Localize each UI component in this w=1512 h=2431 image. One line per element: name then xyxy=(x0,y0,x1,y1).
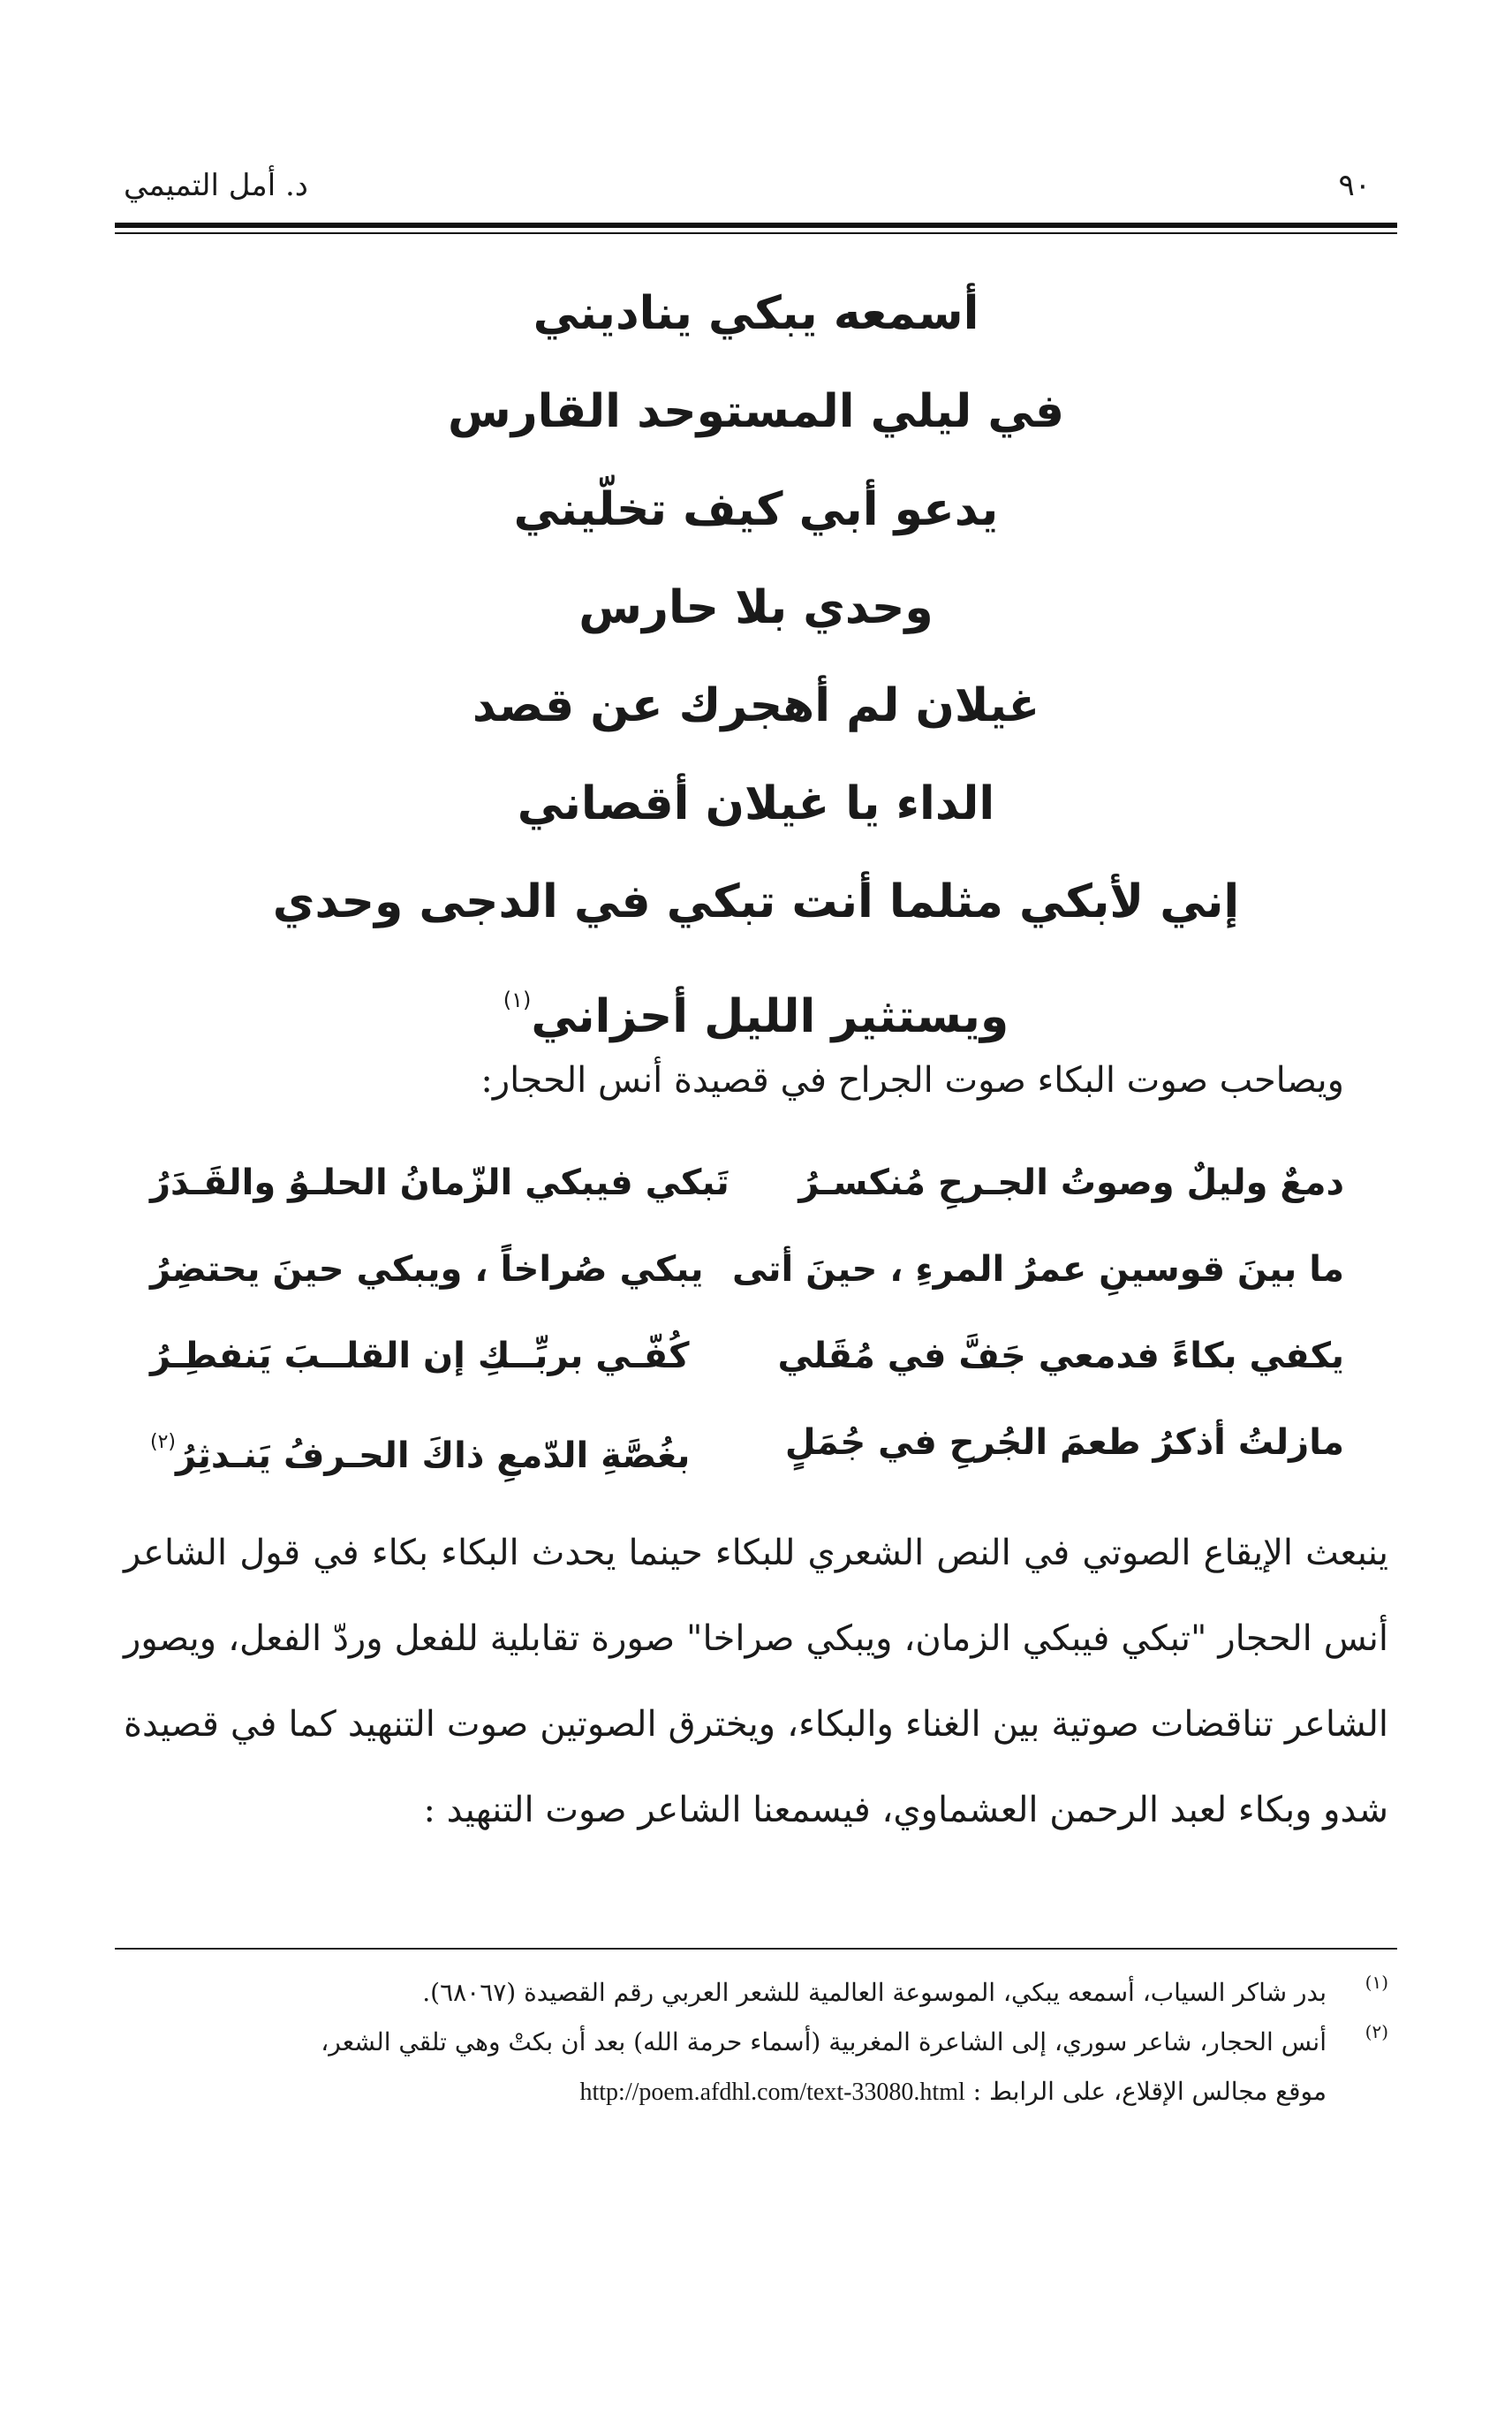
couplet-row xyxy=(132,1140,1380,1226)
running-head: د. أمل التميمي xyxy=(124,168,308,203)
header-rule-thick xyxy=(115,223,1397,228)
poem-line: يدعو أبي كيف تخلّيني xyxy=(513,483,999,536)
poem-line-text: ويستثير الليل أحزاني xyxy=(531,990,1009,1043)
poem-line-last xyxy=(115,951,1397,1049)
footnote-2 xyxy=(124,2018,1388,2117)
couplet-text: بغُصَّةِ الدّمعِ ذاكَ الحـرفُ يَنـدثِرُ xyxy=(176,1435,691,1476)
couplet-second-hemistich: كُفّـي بربِّــكِ إن القلــبَ يَنفطِـرُ xyxy=(150,1336,690,1376)
couplet-first-hemistich: يكفي بكاءً فدمعي جَفَّ في مُقَلي xyxy=(777,1336,1344,1376)
footnote-text-line2 xyxy=(124,2067,1327,2117)
footnote-text: بدر شاكر السياب، أسمعه يبكي، الموسوعة العالمية للشعر العربي رقم القصيدة (٦٨٠٦٧). xyxy=(422,1978,1327,2007)
footnote-ref-1[interactable]: (١) xyxy=(503,988,532,1012)
footnote-text: أنس الحجار، شاعر سوري، إلى الشاعرة المغربية (أسماء حرمة الله) بعد أن بكتْ وهي تلقي الشعر، xyxy=(321,2027,1327,2056)
poem-line: في ليلي المستوحد القارس xyxy=(447,385,1064,438)
poem-line: أسمعه يبكي يناديني xyxy=(533,287,979,340)
couplet-second-hemistich-last xyxy=(150,1399,690,1499)
couplet-first-hemistich: ما بينَ قوسينِ عمرُ المرءِ ، حينَ أتى xyxy=(732,1249,1344,1290)
couplet-second-hemistich: تَبكي فيبكي الزّمانُ الحلـوُ والقَـدَرُ xyxy=(150,1162,730,1203)
footnote-source-text: موقع مجالس الإقلاع، على الرابط : xyxy=(972,2077,1327,2106)
poem-line: وحدي بلا حارس xyxy=(578,581,934,634)
footnote-url-link[interactable]: http://poem.afdhl.com/text-33080.html xyxy=(579,2079,965,2106)
couplet-row xyxy=(132,1226,1380,1313)
poem-stanza xyxy=(115,265,1397,1049)
couplet-row xyxy=(132,1399,1380,1486)
footnote-mark: (٢) xyxy=(1365,2021,1388,2042)
couplet-first-hemistich: مازلتُ أذكرُ طعمَ الجُرحِ في جُمَلٍ xyxy=(784,1422,1344,1463)
couplet-second-hemistich: يبكي صُراخاً ، ويبكي حينَ يحتضِرُ xyxy=(150,1249,704,1290)
poem-line: الداء يا غيلان أقصاني xyxy=(517,777,995,830)
footnotes xyxy=(124,1968,1388,2117)
footnote-1 xyxy=(124,1968,1388,2018)
header-rule-thin xyxy=(115,232,1397,234)
page-number: ٩٠ xyxy=(1338,168,1371,203)
body-paragraph: ينبعث الإيقاع الصوتي في النص الشعري للبكاء حينما يحدث البكاء بكاء في قول الشاعر أنس الحجار "تبكي فيبكي الزمان، ويبكي صراخا" صورة تقابلية للفعل وردّ الفعل، ويصور الشاعر تناقضات صوتية بين الغناء والبكاء، ويخترق الصوتين صوت التنهيد كما في قصيدة شدو وبكاء لعبد الرحمن العشماوي، فيسمعنا الشاعر صوت التنهيد : xyxy=(124,1533,1388,1830)
footnote-mark: (١) xyxy=(1365,1972,1388,1993)
couplets-block xyxy=(132,1140,1380,1486)
couplet-row xyxy=(132,1313,1380,1399)
footnote-ref-2[interactable]: (٢) xyxy=(150,1431,177,1453)
couplet-first-hemistich: دمعٌ وليلٌ وصوتُ الجـرحِ مُنكسـرُ xyxy=(798,1162,1344,1203)
footnote-separator xyxy=(115,1948,1397,1950)
intro-sentence: ويصاحب صوت البكاء صوت الجراح في قصيدة أنس الحجار: xyxy=(480,1060,1344,1101)
poem-line: غيلان لم أهجرك عن قصد xyxy=(472,679,1040,732)
poem-line: إني لأبكي مثلما أنت تبكي في الدجى وحدي xyxy=(272,875,1240,928)
